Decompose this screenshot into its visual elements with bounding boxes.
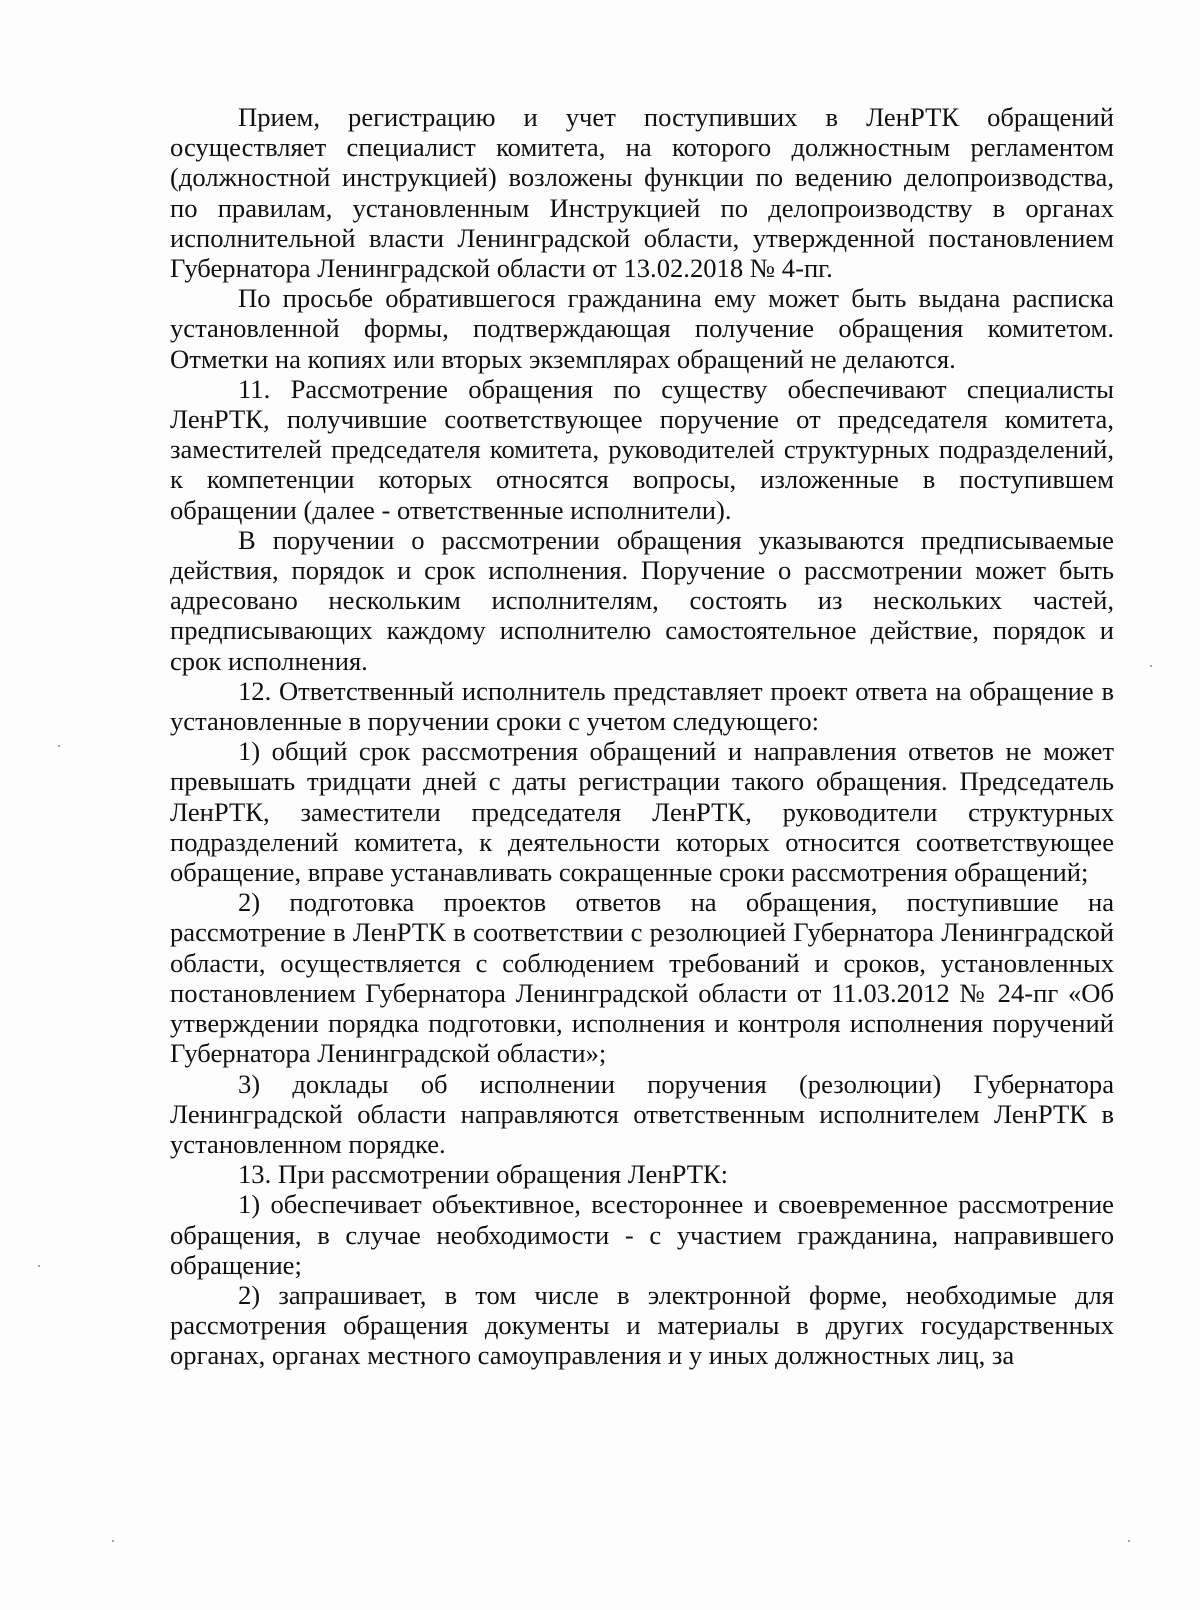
- paragraph-11: 11. Рассмотрение обращения по существу обеспечивают специалисты ЛенРТК, получившие соответствующее поручение от председателя комитета, заместителей председателя комитета, руководителей структурных подразделений, к компетенции которых относятся вопросы, изложенные в поступившем обращении (далее - ответственные исполнители).: [170, 373, 1114, 525]
- paragraph-12: 12. Ответственный исполнитель представляет проект ответа на обращение в установленные в поручении сроки с учетом следующего:: [170, 675, 1114, 737]
- paragraph-12-item-2: 2) подготовка проектов ответов на обращения, поступившие на рассмотрение в ЛенРТК в соответствии с резолюцией Губернатора Ленинградской области, осуществляется с соблюдением требований и сроков, установленных постановлением Губернатора Ленинградской области от 11.03.2012 № 24-пг «Об утверждении порядка подготовки, исполнения и контроля исполнения поручений Губернатора Ленинградской области»;: [170, 887, 1114, 1069]
- paragraph-registration: Прием, регистрацию и учет поступивших в ЛенРТК обращений осуществляет специалист комитета, на которого должностным регламентом (должностной инструкцией) возложены функции по ведению делопроизводства, по правилам, установленным Инструкцией по делопроизводству в органах исполнительной власти Ленинградской области, утвержденной постановлением Губернатора Ленинградской области от 13.02.2018 № 4-пг.: [170, 102, 1114, 284]
- paragraph-13-item-2: 2) запрашивает, в том числе в электронной форме, необходимые для рассмотрения обращения документы и материалы в других государственных органах, органах местного самоуправления и у иных должностных лиц, за: [170, 1279, 1114, 1371]
- paragraph-instruction: В поручении о рассмотрении обращения указываются предписываемые действия, порядок и срок исполнения. Поручение о рассмотрении может быть адресовано нескольким исполнителям, состоять из нескольких частей, предписывающих каждому исполнителю самостоятельное действие, порядок и срок исполнения.: [170, 524, 1114, 676]
- scan-speck: [58, 745, 60, 747]
- document-body: [170, 102, 1114, 1371]
- scan-speck: [112, 1540, 114, 1542]
- paragraph-13-item-1: 1) обеспечивает объективное, всестороннее и своевременное рассмотрение обращения, в случае необходимости - с участием гражданина, направившего обращение;: [170, 1189, 1114, 1280]
- scan-speck: [1150, 665, 1152, 667]
- scan-speck: [1128, 1540, 1130, 1542]
- paragraph-13: 13. При рассмотрении обращения ЛенРТК:: [238, 1159, 729, 1190]
- scan-speck: [38, 1265, 40, 1267]
- paragraph-12-item-1: 1) общий срок рассмотрения обращений и направления ответов не может превышать тридцати дней с даты регистрации такого обращения. Председатель ЛенРТК, заместители председателя ЛенРТК, руководители структурных подразделений комитета, к деятельности которых относится соответствующее обращение, вправе устанавливать сокращенные сроки рассмотрения обращений;: [170, 736, 1114, 888]
- paragraph-receipt: По просьбе обратившегося гражданина ему может быть выдана расписка установленной формы, подтверждающая получение обращения комитетом. Отметки на копиях или вторых экземплярах обращений не делаются.: [170, 283, 1114, 374]
- paragraph-12-item-3: 3) доклады об исполнении поручения (резолюции) Губернатора Ленинградской области направляются ответственным исполнителем ЛенРТК в установленном порядке.: [170, 1068, 1114, 1159]
